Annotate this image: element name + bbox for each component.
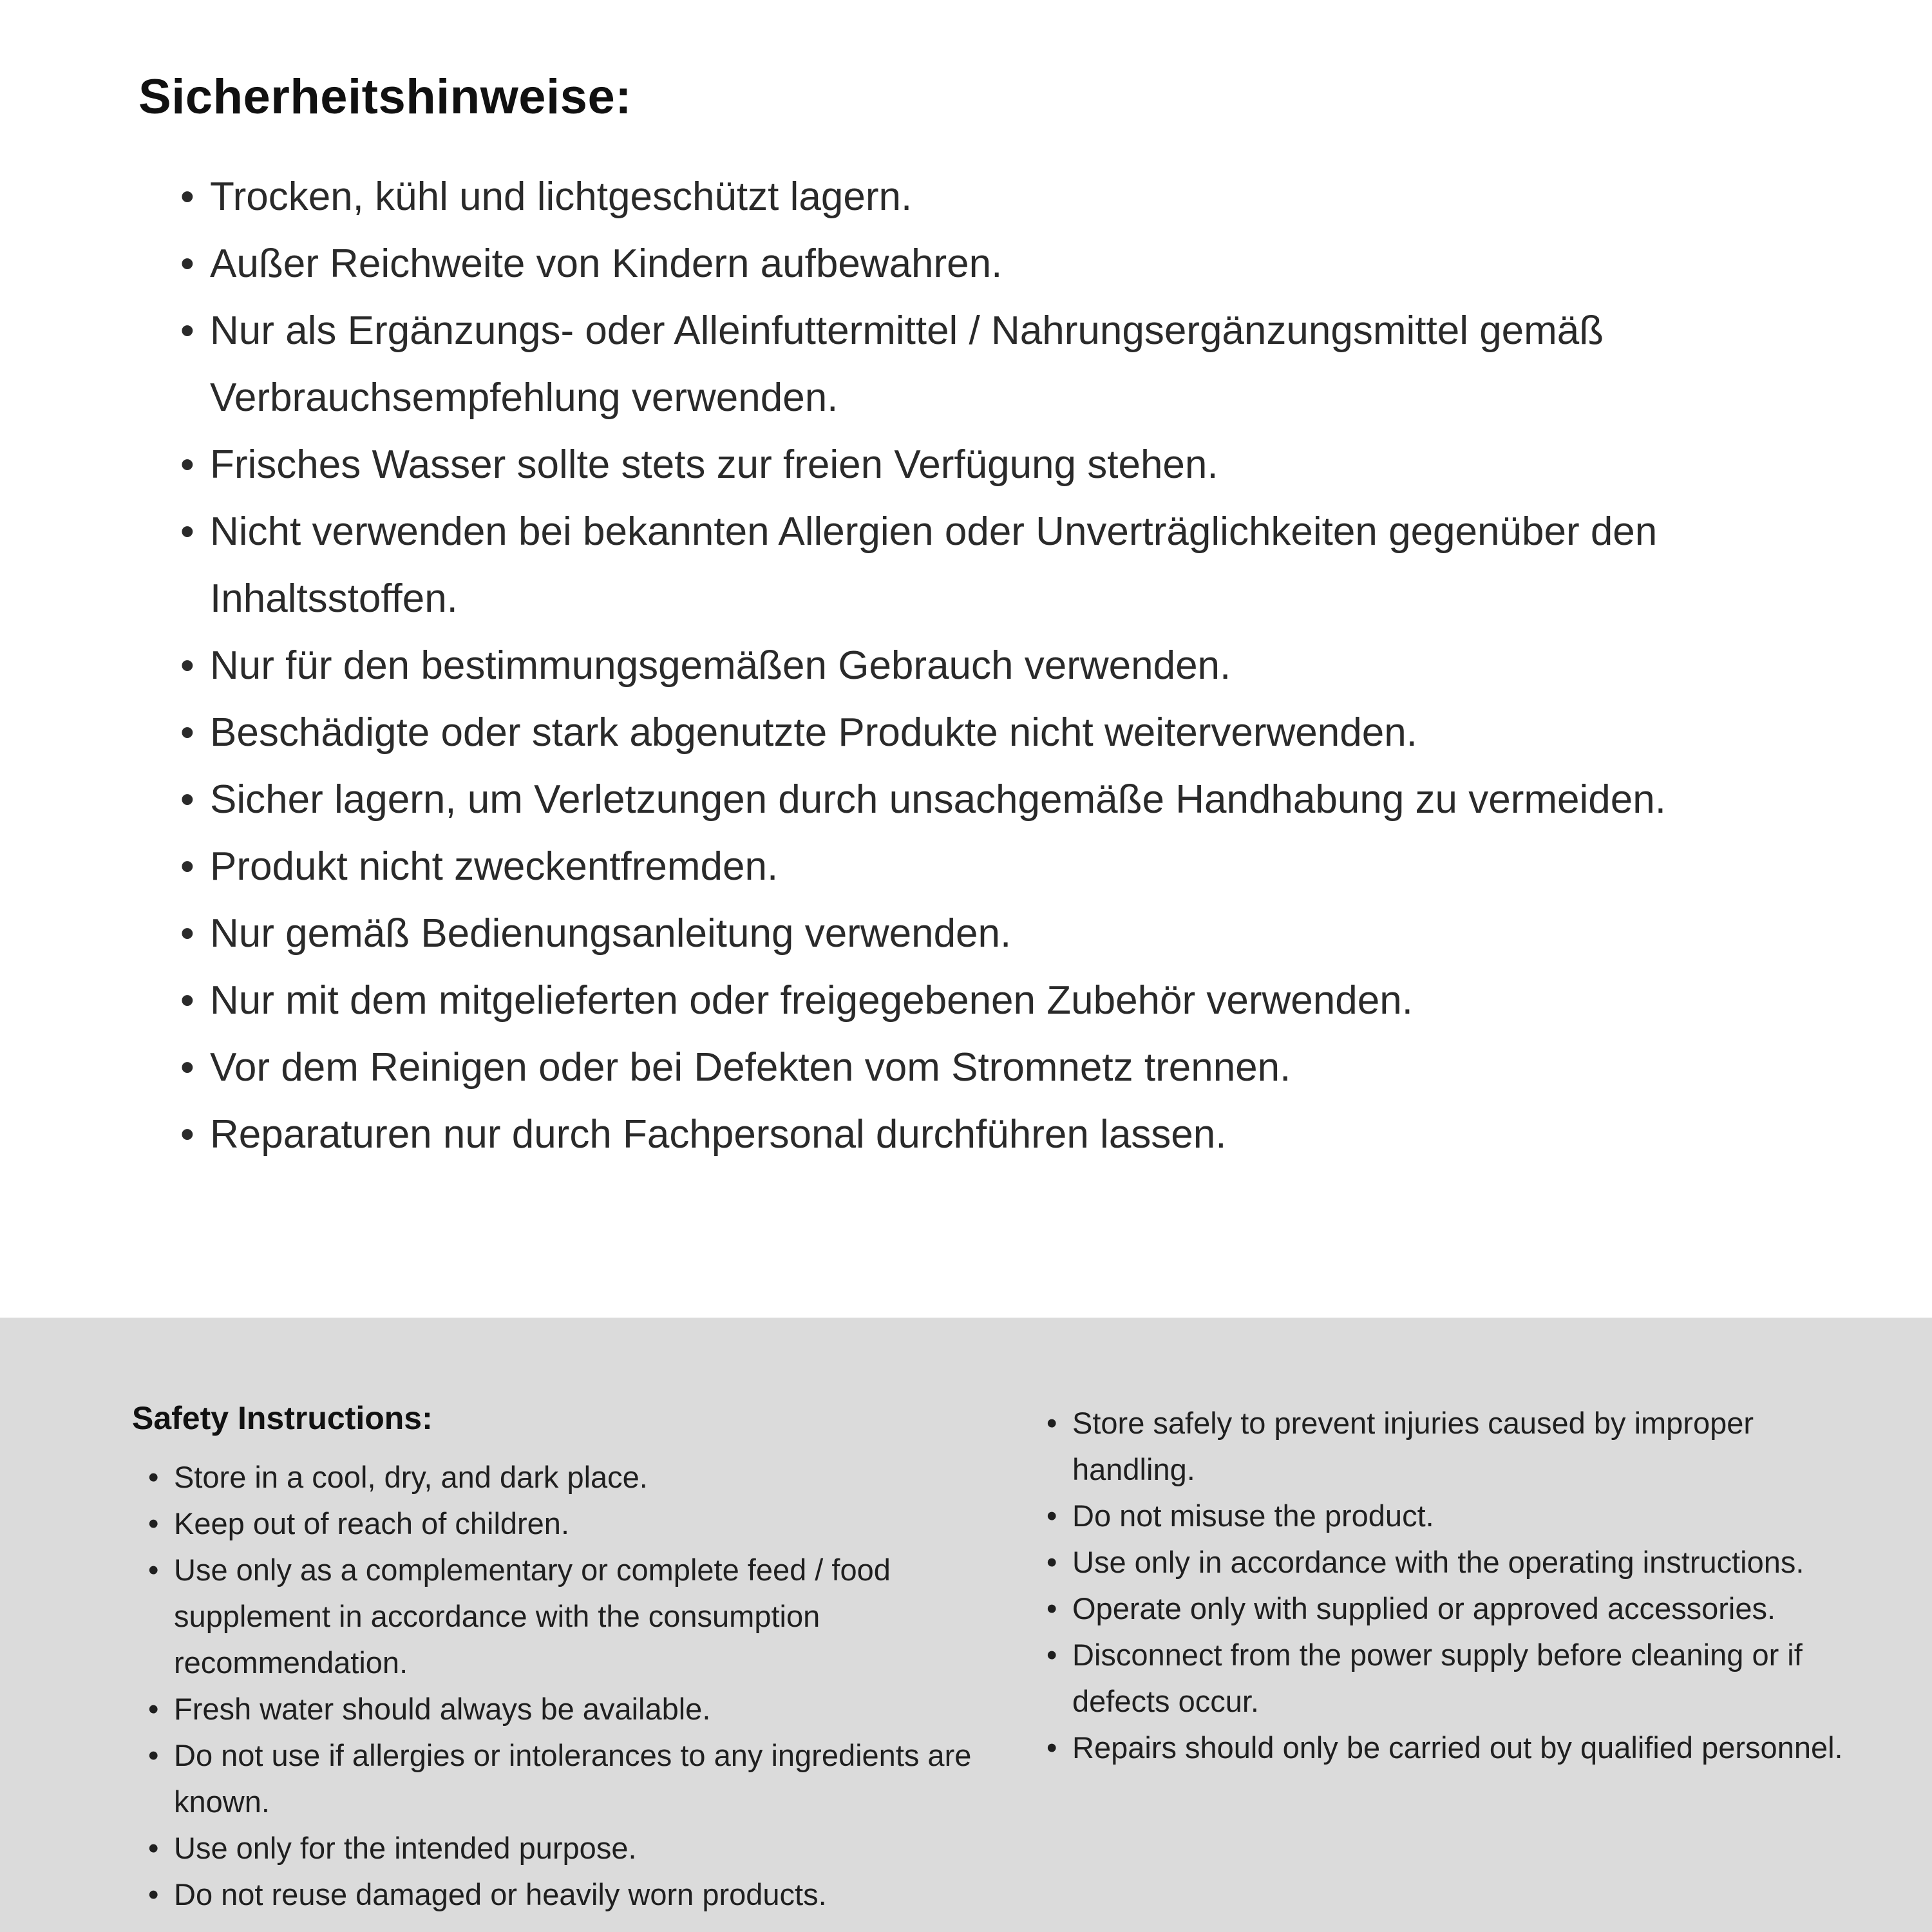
german-list-item: • Nicht verwenden bei bekannten Allergien oder Unverträglichkeiten gegenüber den Inhaltsstoffen. (180, 498, 1765, 632)
english-list-item: • Keep out of reach of children. (148, 1501, 976, 1547)
german-heading: Sicherheitshinweise: (138, 70, 632, 124)
german-list-item: • Nur mit dem mitgelieferten oder freigegebenen Zubehör verwenden. (180, 967, 1765, 1034)
english-right-bullet-list (1044, 1400, 1845, 1771)
german-list-item: • Produkt nicht zweckentfremden. (180, 833, 1765, 900)
english-heading: Safety Instructions: (132, 1400, 433, 1436)
english-list-item: • Use only as a complementary or complete feed / food supplement in accordance with the consumption recommendation. (148, 1547, 976, 1686)
german-list-item: • Sicher lagern, um Verletzungen durch unsachgemäße Handhabung zu vermeiden. (180, 766, 1765, 833)
german-list-item: • Nur als Ergänzungs- oder Alleinfuttermittel / Nahrungsergänzungsmittel gemäß Verbrauchsempfehlung verwenden. (180, 298, 1765, 431)
german-list-item: • Außer Reichweite von Kindern aufbewahren. (180, 231, 1765, 298)
german-list-item: • Frisches Wasser sollte stets zur freien Verfügung stehen. (180, 431, 1765, 498)
english-list-item: • Do not reuse damaged or heavily worn products. (148, 1871, 976, 1918)
german-list-item: • Reparaturen nur durch Fachpersonal durchführen lassen. (180, 1101, 1765, 1168)
english-list-item: • Disconnect from the power supply before cleaning or if defects occur. (1046, 1632, 1845, 1725)
english-list-item: • Use only in accordance with the operating instructions. (1046, 1539, 1845, 1586)
english-list-item: • Do not misuse the product. (1046, 1493, 1845, 1539)
english-list-item: • Operate only with supplied or approved accessories. (1046, 1586, 1845, 1632)
english-list-item: • Use only for the intended purpose. (148, 1825, 976, 1871)
german-bullet-list (138, 164, 1765, 1168)
english-left-bullet-list (132, 1454, 976, 1918)
english-section (0, 1318, 1932, 1932)
english-list-item: • Repairs should only be carried out by qualified personnel. (1046, 1725, 1845, 1771)
german-list-item: • Beschädigte oder stark abgenutzte Produkte nicht weiterverwenden. (180, 699, 1765, 766)
english-list-item: • Store in a cool, dry, and dark place. (148, 1454, 976, 1501)
english-left-column (132, 1400, 976, 1918)
english-right-column (1044, 1400, 1845, 1771)
german-list-item: • Nur für den bestimmungsgemäßen Gebrauch verwenden. (180, 632, 1765, 699)
german-list-item: • Nur gemäß Bedienungsanleitung verwenden. (180, 900, 1765, 967)
english-list-item: • Fresh water should always be available. (148, 1686, 976, 1732)
english-list-item: • Do not use if allergies or intolerances to any ingredients are known. (148, 1732, 976, 1825)
english-list-item: • Store safely to prevent injuries caused by improper handling. (1046, 1400, 1845, 1493)
german-list-item: • Trocken, kühl und lichtgeschützt lagern. (180, 164, 1765, 231)
german-list-item: • Vor dem Reinigen oder bei Defekten vom Stromnetz trennen. (180, 1034, 1765, 1101)
